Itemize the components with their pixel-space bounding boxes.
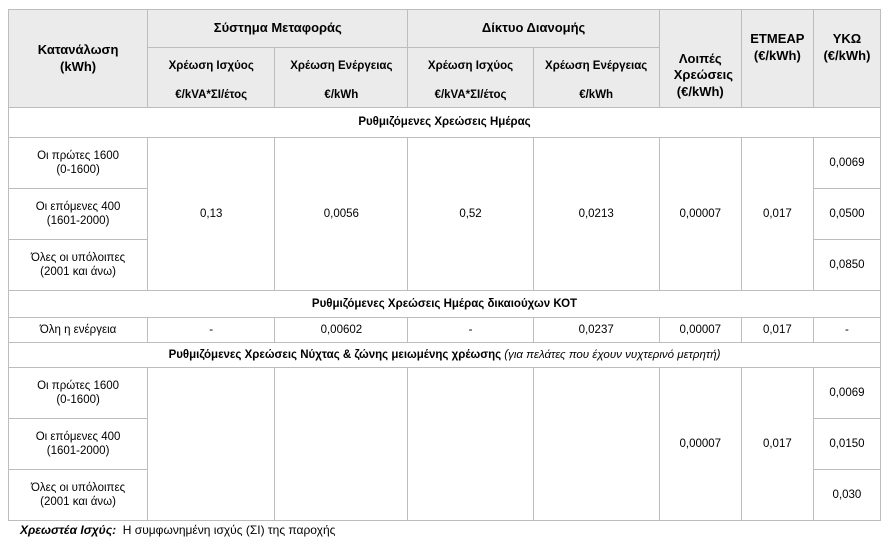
night-row-3-label: Όλες οι υπόλοιπες (2001 και άνω) <box>9 470 148 521</box>
night-other-charges: 0,00007 <box>659 368 741 521</box>
day-trans-energy: 0,0056 <box>275 138 408 291</box>
day-trans-power: 0,13 <box>148 138 275 291</box>
night-dist-power <box>408 368 533 521</box>
header-transmission: Σύστημα Μεταφοράς <box>148 10 408 48</box>
day-row-1-yko: 0,0069 <box>813 138 880 189</box>
kot-dist-energy: 0,0237 <box>533 318 659 343</box>
day-row-2-label: Οι επόμενες 400 (1601-2000) <box>9 189 148 240</box>
day-other-charges: 0,00007 <box>659 138 741 291</box>
header-yko: ΥΚΩ (€/kWh) <box>813 10 880 108</box>
tariff-table <box>8 9 881 521</box>
header-other-charges: Λοιπές Χρεώσεις (€/kWh) <box>659 10 741 108</box>
section-title-night: Ρυθμιζόμενες Χρεώσεις Νύχτας & ζώνης μειωμένης χρέωσης (για πελάτες που έχουν νυχτερινό μετρητή) <box>9 343 881 368</box>
header-trans-energy-unit: €/kWh <box>275 84 408 108</box>
day-row-2-yko: 0,0500 <box>813 189 880 240</box>
header-etmear: ΕΤΜΕΑΡ (€/kWh) <box>741 10 813 108</box>
night-etmear: 0,017 <box>741 368 813 521</box>
header-dist-energy-unit: €/kWh <box>533 84 659 108</box>
day-dist-power: 0,52 <box>408 138 533 291</box>
kot-yko: - <box>813 318 880 343</box>
footnote <box>20 523 335 537</box>
day-etmear: 0,017 <box>741 138 813 291</box>
section-title-kot: Ρυθμιζόμενες Χρεώσεις Ημέρας δικαιούχων ΚΟΤ <box>9 291 881 318</box>
section-row-kot <box>9 291 881 318</box>
night-row-1 <box>9 368 881 419</box>
night-row-1-label: Οι πρώτες 1600 (0-1600) <box>9 368 148 419</box>
section-row-night <box>9 343 881 368</box>
night-row-1-yko: 0,0069 <box>813 368 880 419</box>
section-row-day <box>9 108 881 138</box>
header-dist-power-unit: €/kVA*ΣΙ/έτος <box>408 84 533 108</box>
night-row-2-label: Οι επόμενες 400 (1601-2000) <box>9 419 148 470</box>
header-trans-power: Χρέωση Ισχύος <box>148 48 275 84</box>
day-row-3-label: Όλες οι υπόλοιπες (2001 και άνω) <box>9 240 148 291</box>
day-dist-energy: 0,0213 <box>533 138 659 291</box>
header-trans-energy: Χρέωση Ενέργειας <box>275 48 408 84</box>
kot-row <box>9 318 881 343</box>
day-row-3-yko: 0,0850 <box>813 240 880 291</box>
header-consumption: Κατανάλωση (kWh) <box>9 10 148 108</box>
night-row-3-yko: 0,030 <box>813 470 880 521</box>
header-trans-power-unit: €/kVA*ΣΙ/έτος <box>148 84 275 108</box>
header-row-groups <box>9 10 881 48</box>
kot-trans-energy: 0,00602 <box>275 318 408 343</box>
kot-label: Όλη η ενέργεια <box>9 318 148 343</box>
footnote-term: Χρεωστέα Ισχύς: <box>20 523 117 537</box>
day-row-1 <box>9 138 881 189</box>
night-dist-energy <box>533 368 659 521</box>
section-title-day: Ρυθμιζόμενες Χρεώσεις Ημέρας <box>9 108 881 138</box>
kot-trans-power: - <box>148 318 275 343</box>
night-row-2-yko: 0,0150 <box>813 419 880 470</box>
header-dist-energy: Χρέωση Ενέργειας <box>533 48 659 84</box>
kot-other-charges: 0,00007 <box>659 318 741 343</box>
day-row-1-label: Οι πρώτες 1600 (0-1600) <box>9 138 148 189</box>
header-distribution: Δίκτυο Διανομής <box>408 10 659 48</box>
footnote-text: Η συμφωνημένη ισχύς (ΣΙ) της παροχής <box>122 523 336 537</box>
kot-dist-power: - <box>408 318 533 343</box>
header-dist-power: Χρέωση Ισχύος <box>408 48 533 84</box>
night-trans-energy <box>275 368 408 521</box>
night-trans-power <box>148 368 275 521</box>
kot-etmear: 0,017 <box>741 318 813 343</box>
